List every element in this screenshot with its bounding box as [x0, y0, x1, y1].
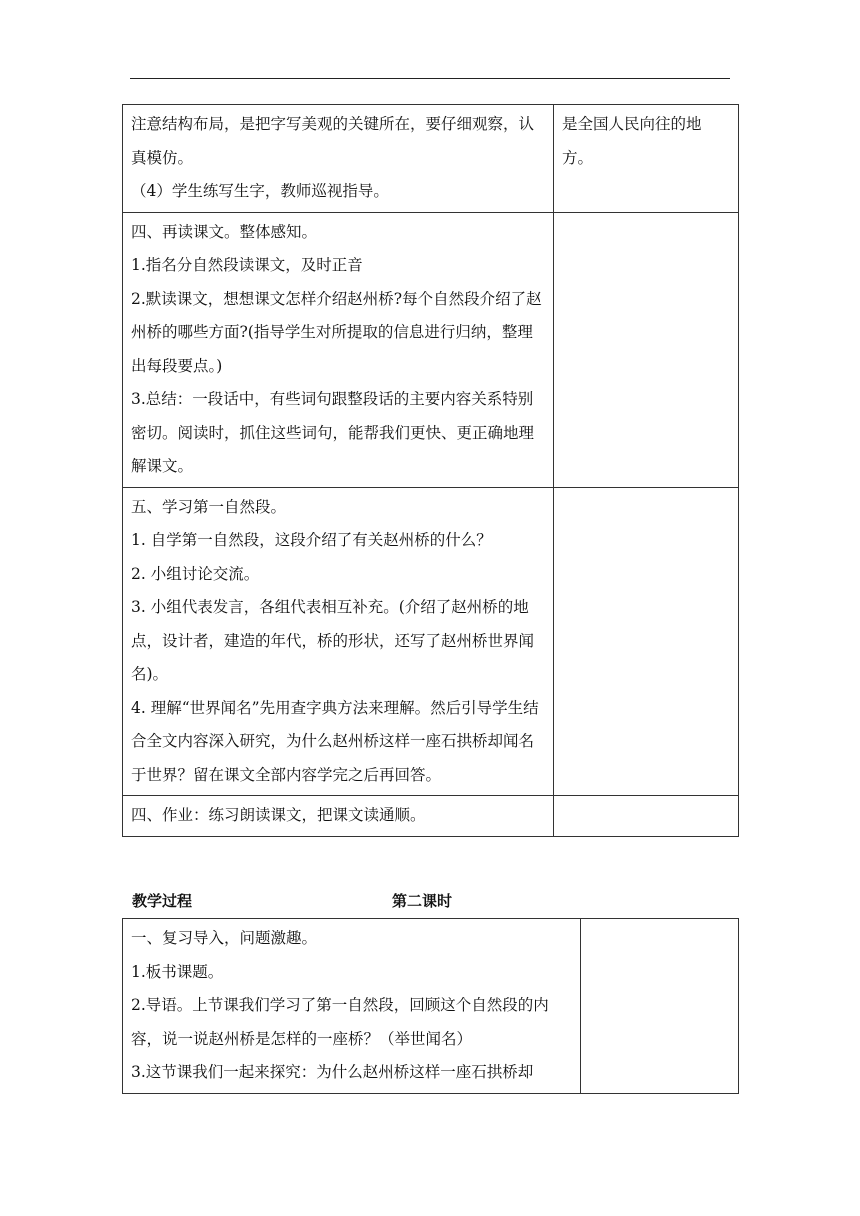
cell-paragraph: （4）学生练写生字，教师巡视指导。 [131, 182, 389, 200]
notes-cell [554, 105, 739, 213]
cell-paragraph: 一、复习导入，问题激趣。 [131, 929, 318, 947]
cell-paragraph: 是全国人民向往的地方。 [562, 115, 702, 167]
class-period-label: 第二课时 [392, 892, 453, 910]
cell-paragraph: 4. 理解“世界闻名”先用查字典方法来理解。然后引导学生结合全文内容深入研究，为什么赵州桥这样一座石拱桥却闻名于世界？留在课文全部内容学完之后再回答。 [131, 698, 539, 784]
cell-paragraph: 2. 小组讨论交流。 [131, 564, 260, 583]
process-cell [123, 105, 554, 213]
process-cell [123, 212, 554, 487]
cell-paragraph: 1.指名分自然段读课文，及时正音 [131, 256, 363, 274]
table-row [123, 105, 739, 213]
cell-paragraph: 四、再读课文。整体感知。 [131, 222, 318, 241]
cell-paragraph: 注意结构布局，是把字写美观的关键所在，要仔细观察，认真模仿。 [131, 115, 535, 167]
table-row [123, 212, 739, 487]
lesson-table-second-body [123, 919, 739, 1094]
lesson-table-first-body [123, 105, 739, 837]
lesson-table-second [122, 918, 739, 1094]
notes-cell [554, 487, 739, 796]
cell-paragraph: 五、学习第一自然段。 [131, 497, 287, 516]
table-row [123, 487, 739, 796]
lesson-table-first [122, 104, 739, 837]
cell-paragraph: 3.这节课我们一起来探究：为什么赵州桥这样一座石拱桥却 [131, 1063, 534, 1081]
cell-paragraph: 2.导语。上节课我们学习了第一自然段，回顾这个自然段的内容，说一说赵州桥是怎样的一座桥？（举世闻名） [131, 996, 549, 1048]
notes-cell [554, 212, 739, 487]
cell-paragraph: 2.默读课文，想想课文怎样介绍赵州桥?每个自然段介绍了赵州桥的哪些方面?(指导学生对所提取的信息进行归纳，整理出每段要点。) [131, 289, 542, 375]
cell-paragraph: 3. 小组代表发言，各组代表相互补充。(介绍了赵州桥的地点，设计者，建造的年代，桥的形状，还写了赵州桥世界闻名)。 [131, 598, 535, 683]
table-row [123, 919, 739, 1094]
cell-paragraph: 四、作业：练习朗读课文，把课文读通顺。 [131, 806, 426, 824]
cell-paragraph: 1. 自学第一自然段，这段介绍了有关赵州桥的什么？ [131, 531, 492, 549]
page-header-rule [130, 78, 730, 79]
cell-paragraph: 1.板书课题。 [131, 962, 224, 981]
process-cell [123, 796, 554, 837]
section-label: 教学过程 [132, 892, 193, 910]
process-cell [123, 919, 581, 1094]
notes-cell [554, 796, 739, 837]
cell-paragraph: 3.总结：一段话中，有些词句跟整段话的主要内容关系特别密切。阅读时，抓住这些词句，能帮我们更快、更正确地理解课文。 [131, 390, 535, 475]
notes-cell [581, 919, 739, 1094]
process-cell [123, 487, 554, 796]
table-row [123, 796, 739, 837]
